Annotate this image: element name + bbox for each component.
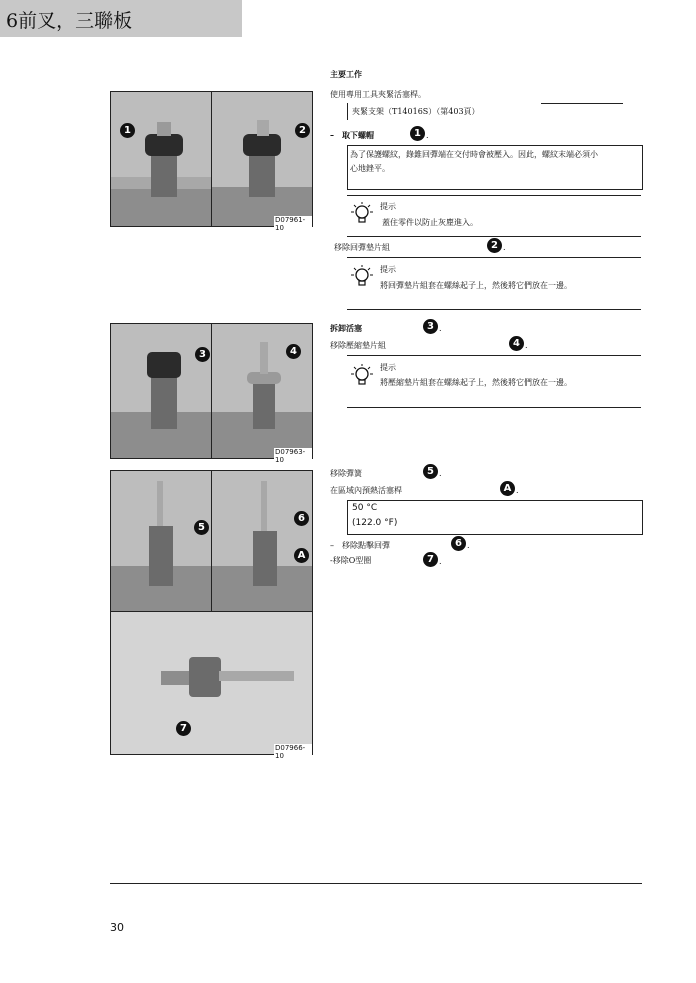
tip-1-top-line — [347, 195, 641, 196]
lightbulb-icon — [350, 364, 374, 388]
step-remove-click-rebound-ref: 6 — [451, 536, 466, 551]
callout-6: 6 — [294, 511, 309, 526]
tip-3-top-line — [347, 355, 641, 356]
step-remove-spring: 移除彈簧 — [330, 469, 362, 478]
warning-line-2: 心地銼平。 — [350, 164, 390, 173]
step-remove-piston: 拆卸活塞 — [330, 323, 362, 333]
step-remove-nut-dot: . — [426, 131, 429, 140]
step-click-dot: . — [467, 541, 470, 550]
callout-4: 4 — [286, 344, 301, 359]
callout-2: 2 — [295, 123, 310, 138]
tip-3-label: 提示 — [380, 363, 396, 372]
step-remove-compression-shims-ref: 4 — [509, 336, 524, 351]
step-rebound-dot: . — [503, 243, 506, 252]
figure-1 — [110, 91, 313, 232]
tool-box-line — [541, 103, 623, 104]
step-remove-click-rebound: – 移除點擊回彈 — [330, 541, 390, 550]
step-spring-dot: . — [439, 469, 442, 478]
step-remove-piston-ref: 3 — [423, 319, 438, 334]
lightbulb-icon — [350, 202, 374, 226]
tip-2-bottom-line — [347, 309, 641, 310]
tip-2-label: 提示 — [380, 265, 396, 274]
step-remove-rebound-shims-ref: 2 — [487, 238, 502, 253]
footer-rule — [110, 883, 642, 884]
callout-A: A — [294, 548, 309, 563]
step-remove-nut: – 取下螺帽 — [330, 130, 374, 140]
tip-2-text: 將回彈墊片組套在螺絲起子上，然後將它們放在一邊。 — [380, 281, 572, 290]
tip-3-bottom-line — [347, 407, 641, 408]
page-title: 6前叉，三聯板 — [6, 10, 133, 32]
callout-1: 1 — [120, 123, 135, 138]
warning-line-1: 為了保護螺紋，錄錐回彈端在交付時會被壓入。因此，螺紋末端必須小 — [350, 150, 598, 159]
page-number: 30 — [110, 921, 124, 934]
main-work-title: 主要工作 — [330, 69, 362, 79]
step-compression-dot: . — [525, 341, 528, 350]
tool-name: 夾緊支架（T14016S）（第403頁） — [352, 107, 480, 116]
callout-7: 7 — [176, 721, 191, 736]
tip-1-text: 蓋住零件以防止灰塵進入。 — [382, 218, 478, 227]
tip-1-bottom-line — [347, 236, 641, 237]
step-remove-o-ring: -移除O型圈 — [330, 556, 372, 565]
figure-2 — [110, 323, 313, 464]
step-remove-rebound-shims: 移除回彈墊片組 — [334, 243, 390, 252]
tip-1-label: 提示 — [380, 202, 396, 211]
step-preheat-rod: 在區域內預熱活塞桿 — [330, 486, 402, 495]
step-remove-nut-ref: 1 — [410, 126, 425, 141]
figure-3 — [110, 470, 313, 760]
step-clamp-rod: 使用專用工具夾緊活塞桿。 — [330, 90, 426, 99]
callout-5: 5 — [194, 520, 209, 535]
figure-1-code: D07961-10 — [274, 216, 312, 232]
tip-2-top-line — [347, 257, 641, 258]
tip-3-text: 將壓縮墊片組套在螺絲起子上，然後將它們放在一邊。 — [380, 378, 572, 387]
figure-3-code: D07966-10 — [274, 744, 312, 760]
step-remove-spring-ref: 5 — [423, 464, 438, 479]
step-preheat-rod-ref: A — [500, 481, 515, 496]
step-remove-compression-shims: 移除壓縮墊片組 — [330, 341, 386, 350]
temperature-celsius: 50 °C — [352, 503, 378, 513]
step-preheat-dot: . — [516, 486, 519, 495]
lightbulb-icon — [350, 265, 374, 289]
temperature-fahrenheit: (122.0 °F) — [352, 518, 398, 528]
step-remove-o-ring-ref: 7 — [423, 552, 438, 567]
step-piston-dot: . — [439, 324, 442, 333]
callout-3: 3 — [195, 347, 210, 362]
step-o-ring-dot: . — [439, 557, 442, 566]
figure-2-code: D07963-10 — [274, 448, 312, 464]
